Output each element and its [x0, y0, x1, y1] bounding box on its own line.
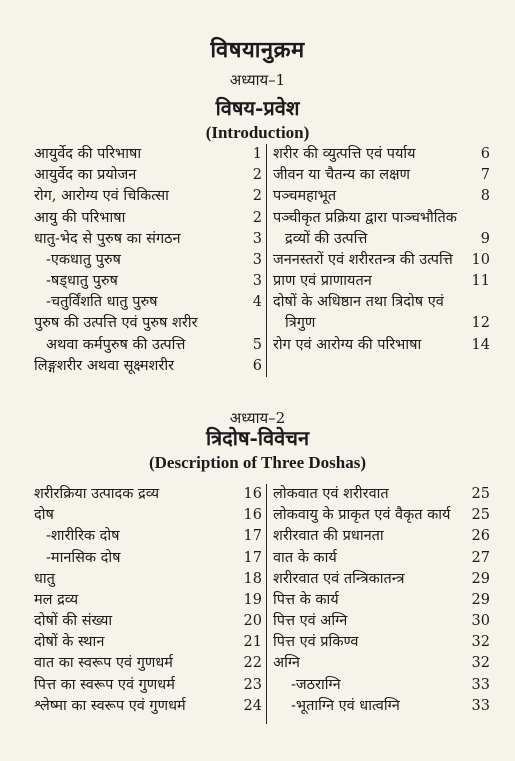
entry-title: धातु [34, 570, 55, 587]
entry-title: शरीरक्रिया उत्पादक द्रव्य [34, 485, 160, 502]
toc-entry[interactable] [267, 569, 490, 590]
entry-page: 29 [471, 570, 490, 587]
entry-title: श्लेष्मा का स्वरूप एवं गुणधर्म [34, 697, 186, 714]
entry-page: 12 [471, 315, 490, 332]
page-title: विषयानुक्रम [210, 37, 305, 63]
toc-entry[interactable] [34, 696, 266, 717]
entry-title: -चतुर्विंशति धातु पुरुष [46, 294, 158, 311]
toc-entry[interactable] [267, 590, 490, 611]
entry-page: 6 [252, 357, 262, 374]
entry-title: प्राण एवं प्राणायतन [273, 273, 372, 290]
toc-entry[interactable] [34, 569, 266, 590]
entry-page: 3 [252, 251, 262, 268]
entry-page: 20 [243, 613, 262, 630]
toc-entry[interactable] [267, 314, 490, 335]
toc-entry[interactable] [267, 335, 490, 356]
entry-page: 17 [243, 528, 262, 545]
chapter-2-toc [34, 484, 489, 724]
entry-page: 33 [471, 697, 490, 714]
toc-entry[interactable] [267, 250, 490, 271]
toc-entry[interactable] [267, 229, 490, 250]
entry-title: दोषों के स्थान [34, 634, 105, 651]
entry-page: 32 [471, 634, 490, 651]
entry-page: 33 [471, 676, 490, 693]
chapter-1-title: विषय-प्रवेश [215, 96, 300, 120]
entry-page: 2 [252, 188, 262, 205]
entry-page: 18 [243, 570, 262, 587]
entry-title: दोषों के अधिष्ठान तथा त्रिदोष एवं [273, 294, 444, 311]
entry-title: आयुर्वेद का प्रयोजन [34, 167, 137, 184]
entry-page: 14 [471, 336, 490, 353]
toc-entry[interactable] [267, 208, 490, 229]
chapter-2-left-column [34, 484, 266, 724]
entry-page: 25 [471, 507, 490, 524]
entry-page: 8 [480, 188, 490, 205]
entry-title: लिङ्गशरीर अथवा सूक्ष्मशरीर [34, 357, 175, 374]
entry-title: -शारीरिक दोष [46, 528, 120, 545]
entry-title: दोषों की संख्या [34, 613, 113, 630]
entry-title: लोकवायु के प्राकृत एवं वैकृत कार्य [273, 507, 451, 524]
entry-title: द्रव्यों की उत्पत्ति [285, 230, 368, 247]
entry-page: 4 [252, 294, 262, 311]
toc-entry[interactable] [267, 632, 490, 653]
entry-page: 32 [471, 655, 490, 672]
entry-title: शरीर की व्युत्पत्ति एवं पर्याय [273, 145, 416, 162]
toc-entry[interactable] [34, 165, 266, 186]
entry-title: जननस्तरों एवं शरीरतन्त्र की उत्पत्ति [273, 251, 453, 268]
entry-title: -जठराग्नि [291, 676, 341, 693]
toc-entry[interactable] [34, 356, 266, 377]
entry-title: मल द्रव्य [34, 591, 79, 608]
toc-entry[interactable] [34, 590, 266, 611]
chapter-2-right-column [267, 484, 490, 724]
entry-title: पित्त के कार्य [273, 591, 339, 608]
toc-entry[interactable] [34, 335, 266, 356]
entry-page: 6 [480, 145, 490, 162]
entry-page: 29 [471, 591, 490, 608]
chapter-2-title: त्रिदोष-विवेचन [205, 426, 310, 450]
toc-entry[interactable] [34, 611, 266, 632]
toc-entry[interactable] [34, 271, 266, 292]
entry-title: -भूताग्नि एवं धात्वग्नि [291, 697, 400, 714]
chapter-2-subtitle: (Description of Three Doshas) [148, 453, 367, 472]
chapter-1-toc [34, 144, 489, 377]
chapter-2-label: अध्याय–2 [229, 409, 286, 427]
entry-title: दोष [34, 507, 54, 524]
toc-entry[interactable] [267, 186, 490, 207]
toc-entry[interactable] [34, 250, 266, 271]
entry-page: 10 [471, 251, 490, 268]
toc-entry[interactable] [34, 654, 266, 675]
entry-page: 16 [243, 485, 262, 502]
toc-entry[interactable] [34, 144, 266, 165]
chapter-1-subtitle: (Introduction) [205, 123, 310, 142]
entry-page: 19 [243, 591, 262, 608]
toc-entry[interactable] [267, 696, 490, 717]
entry-page: 27 [471, 549, 490, 566]
entry-title: पुरुष की उत्पत्ति एवं पुरुष शरीर [34, 315, 198, 332]
entry-title: लोकवात एवं शरीरवात [273, 485, 389, 502]
entry-page: 25 [471, 485, 490, 502]
toc-entry[interactable] [34, 505, 266, 526]
toc-entry[interactable] [267, 526, 490, 547]
entry-page: 3 [252, 273, 262, 290]
toc-entry[interactable] [34, 208, 266, 229]
entry-title: रोग एवं आरोग्य की परिभाषा [273, 336, 422, 353]
entry-title: अथवा कर्मपुरुष की उत्पत्ति [46, 336, 186, 353]
entry-page: 5 [252, 336, 262, 353]
toc-entry[interactable] [34, 675, 266, 696]
toc-entry[interactable] [267, 654, 490, 675]
toc-entry[interactable] [34, 526, 266, 547]
entry-page: 16 [243, 507, 262, 524]
toc-entry[interactable] [34, 548, 266, 569]
toc-entry[interactable] [267, 611, 490, 632]
entry-page: 2 [252, 167, 262, 184]
entry-title: आयु की परिभाषा [34, 209, 126, 226]
entry-title: वात के कार्य [273, 549, 337, 566]
entry-title: जीवन या चैतन्य का लक्षण [273, 167, 410, 184]
toc-entry[interactable] [267, 675, 490, 696]
entry-title: पञ्चीकृत प्रक्रिया द्वारा पाञ्चभौतिक [273, 209, 457, 226]
entry-title: त्रिगुण [285, 315, 316, 332]
toc-entry[interactable] [34, 229, 266, 250]
entry-title: रोग, आरोग्य एवं चिकित्सा [34, 188, 169, 205]
entry-page: 1 [252, 145, 262, 162]
entry-page: 24 [243, 697, 262, 714]
entry-title: धातु-भेद से पुरुष का संगठन [34, 230, 181, 247]
toc-entry[interactable] [267, 144, 490, 165]
toc-entry[interactable] [267, 505, 490, 526]
entry-page: 21 [243, 634, 262, 651]
entry-title: -षड्धातु पुरुष [46, 273, 118, 290]
entry-page: 3 [252, 230, 262, 247]
entry-title: पित्त का स्वरूप एवं गुणधर्म [34, 676, 175, 693]
entry-title: पित्त एवं अग्नि [273, 613, 348, 630]
entry-title: आयुर्वेद की परिभाषा [34, 145, 142, 162]
toc-entry[interactable] [34, 186, 266, 207]
toc-entry[interactable] [34, 484, 266, 505]
entry-page: 11 [471, 273, 490, 290]
toc-entry[interactable] [34, 292, 266, 313]
toc-entry[interactable] [267, 292, 490, 313]
entry-page: 26 [471, 528, 490, 545]
entry-page: 9 [480, 230, 490, 247]
entry-title: शरीरवात एवं तन्त्रिकातन्त्र [273, 570, 405, 587]
entry-title: पित्त एवं प्रकिण्व [273, 634, 359, 651]
entry-page: 7 [480, 167, 490, 184]
chapter-1-left-column [34, 144, 266, 377]
entry-page: 22 [243, 655, 262, 672]
toc-entry[interactable] [267, 548, 490, 569]
entry-title: -एकधातु पुरुष [46, 251, 121, 268]
chapter-1-right-column [267, 144, 490, 377]
entry-title: -मानसिक दोष [46, 549, 121, 566]
toc-entry[interactable] [267, 165, 490, 186]
entry-page: 23 [243, 676, 262, 693]
entry-title: शरीरवात की प्रधानता [273, 528, 384, 545]
chapter-1-label: अध्याय–1 [229, 71, 286, 89]
entry-page: 2 [252, 209, 262, 226]
entry-page: 30 [471, 613, 490, 630]
toc-entry[interactable] [267, 271, 490, 292]
entry-title: वात का स्वरूप एवं गुणधर्म [34, 655, 173, 672]
toc-entry[interactable] [34, 314, 266, 335]
toc-entry[interactable] [34, 632, 266, 653]
entry-title: अग्नि [273, 655, 300, 672]
toc-entry[interactable] [267, 484, 490, 505]
entry-page: 17 [243, 549, 262, 566]
entry-title: पञ्चमहाभूत [273, 188, 337, 205]
